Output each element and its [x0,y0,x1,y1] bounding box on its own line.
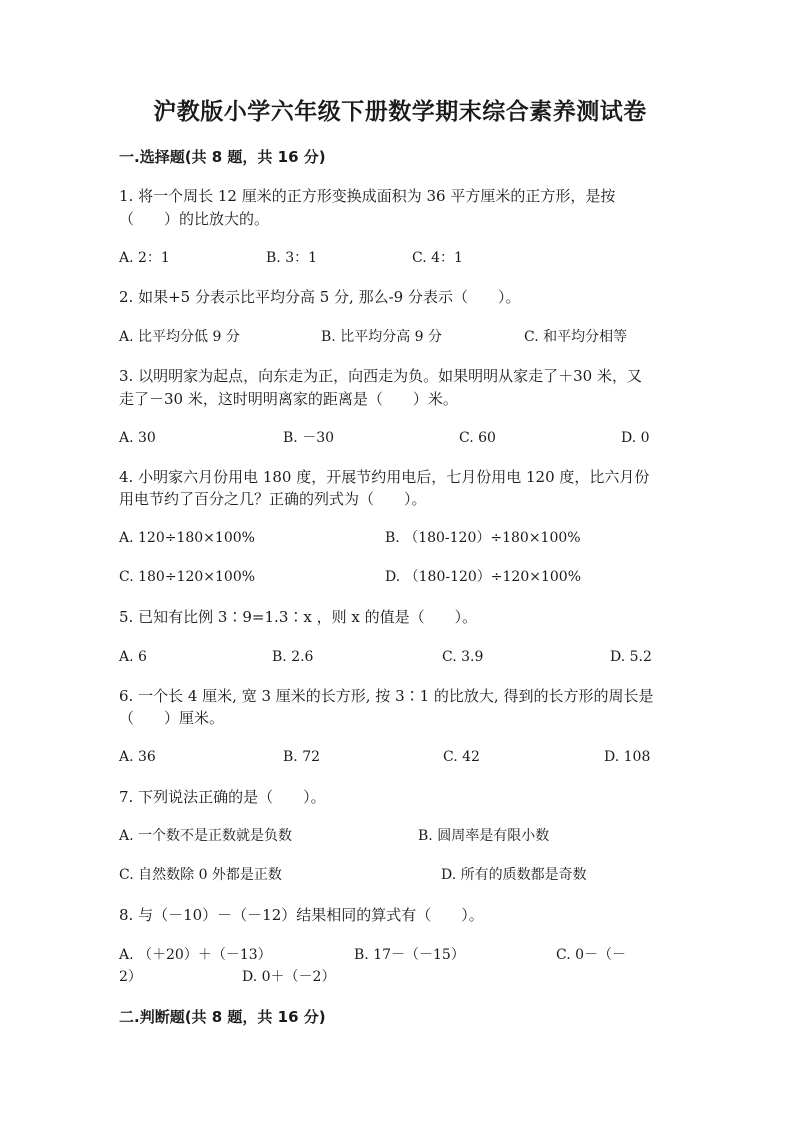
question-8-option-c[interactable]: C. 0－（－ [556,947,627,963]
question-1-option-a[interactable]: A. 2：1 [119,250,170,266]
question-8-option-b[interactable]: B. 17－（－15） [354,947,465,963]
question-3-line-1: 3. 以明明家为起点，向东走为正，向西走为负。如果明明从家走了＋30 米，又 [119,367,642,385]
question-8-option-d[interactable]: D. 0＋（－2） [242,969,336,985]
question-5-line-1: 5. 已知有比例 3∶9=1.3∶x ，则 x 的值是（ ）。 [119,608,478,626]
question-5-option-c[interactable]: C. 3.9 [442,649,484,665]
section-heading-choice: 一.选择题(共 8 题，共 16 分) [119,148,326,166]
question-7-option-c[interactable]: C. 自然数除 0 外都是正数 [119,867,282,883]
question-2-option-b[interactable]: B. 比平均分高 9 分 [321,329,442,345]
question-3-option-a[interactable]: A. 30 [119,430,156,446]
question-6-option-c[interactable]: C. 42 [443,749,480,765]
question-5-option-d[interactable]: D. 5.2 [610,649,652,665]
question-2-option-a[interactable]: A. 比平均分低 9 分 [119,329,240,345]
question-6-option-a[interactable]: A. 36 [119,749,156,765]
question-1-line-1: 1. 将一个周长 12 厘米的正方形变换成面积为 36 平方厘米的正方形，是按 [119,187,616,205]
question-5-option-a[interactable]: A. 6 [119,649,147,665]
question-1-line-2: （ ）的比放大的。 [119,210,270,228]
question-8-line-1: 8. 与（－10）－（－12）结果相同的算式有（ ）。 [119,906,484,924]
question-4-line-2: 用电节约了百分之几？正确的列式为（ ）。 [119,490,427,508]
question-6-line-1: 6. 一个长 4 厘米, 宽 3 厘米的长方形, 按 3∶1 的比放大, 得到的长方形的周长是 [119,687,654,705]
question-4-option-d[interactable]: D. （180-120）÷120×100% [385,569,582,585]
question-7-line-1: 7. 下列说法正确的是（ ）。 [119,788,326,806]
question-7-option-a[interactable]: A. 一个数不是正数就是负数 [119,828,293,844]
question-4-option-a[interactable]: A. 120÷180×100% [119,530,255,546]
question-5-option-b[interactable]: B. 2.6 [272,649,314,665]
question-3-option-b[interactable]: B. －30 [283,430,335,446]
question-4-line-1: 4. 小明家六月份用电 180 度，开展节约用电后，七月份用电 120 度，比六月份 [119,468,650,486]
question-6-option-d[interactable]: D. 108 [604,749,651,765]
question-1-option-c[interactable]: C. 4：1 [412,250,463,266]
question-3-line-2: 走了－30 米，这时明明离家的距离是（ ）米。 [119,390,458,408]
question-1-option-b[interactable]: B. 3：1 [266,250,318,266]
question-6-option-b[interactable]: B. 72 [283,749,321,765]
question-7-option-b[interactable]: B. 圆周率是有限小数 [418,828,550,844]
question-3-option-c[interactable]: C. 60 [459,430,496,446]
question-6-line-2: （ ）厘米。 [119,709,225,727]
question-3-option-d[interactable]: D. 0 [621,430,650,446]
question-2-option-c[interactable]: C. 和平均分相等 [524,329,628,345]
question-2-line-1: 2. 如果+5 分表示比平均分高 5 分, 那么-9 分表示（ ）。 [119,288,521,306]
question-8-option-c-continued: 2） [119,969,142,985]
section-heading-judgement: 二.判断题(共 8 题，共 16 分) [119,1008,326,1026]
question-4-option-b[interactable]: B. （180-120）÷180×100% [385,530,581,546]
page-title: 沪教版小学六年级下册数学期末综合素养测试卷 [153,99,647,125]
question-4-option-c[interactable]: C. 180÷120×100% [119,569,256,585]
question-7-option-d[interactable]: D. 所有的质数都是奇数 [441,867,587,883]
question-8-option-a[interactable]: A. （＋20）＋（－13） [119,947,272,963]
